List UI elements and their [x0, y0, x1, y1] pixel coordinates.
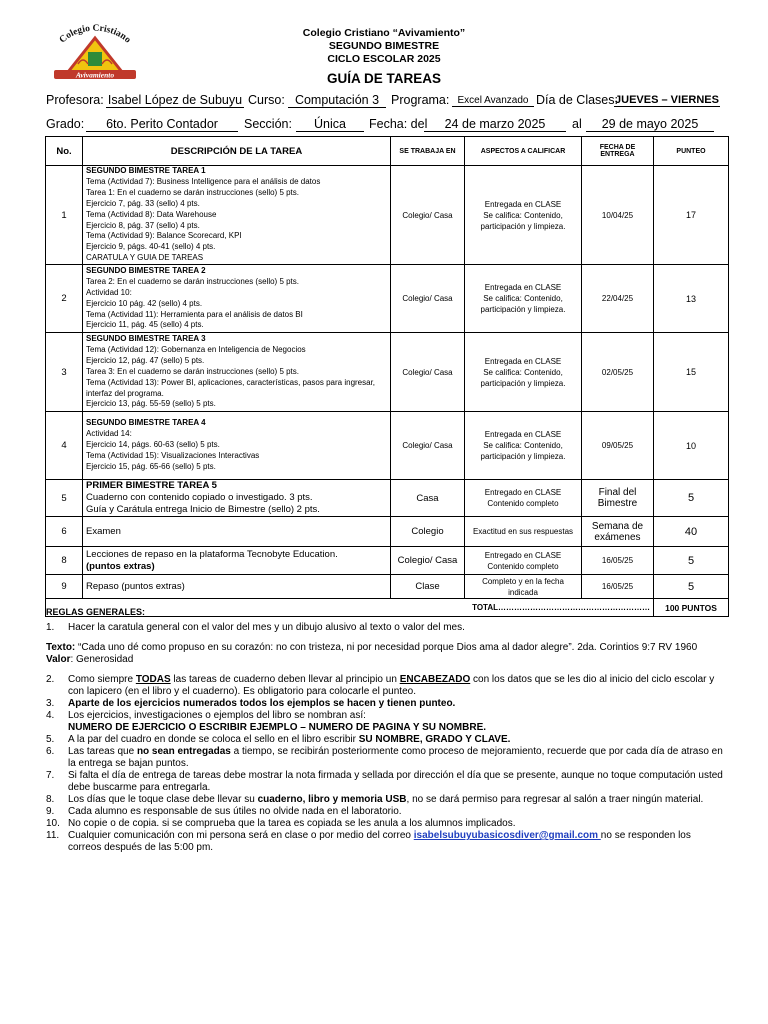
- grado-label: Grado:: [46, 117, 85, 131]
- seccion-value: Única: [296, 117, 364, 132]
- seccion-label: Sección:: [244, 117, 292, 131]
- task-aspects: [465, 412, 582, 480]
- task-description-line: PRIMER BIMESTRE TAREA 5: [86, 480, 217, 492]
- aspect-line: Entregado en CLASE: [484, 550, 562, 560]
- rule-text: Cualquier comunicación con mi persona será en clase o por medio del correo: [68, 830, 414, 841]
- rule-item: [46, 746, 726, 770]
- header-date: FECHA DE ENTREGA: [582, 137, 654, 166]
- task-number: 3: [46, 333, 83, 412]
- rules-list: [46, 674, 726, 854]
- rule-number: 2.: [46, 674, 55, 685]
- task-where: Colegio/ Casa: [391, 166, 465, 265]
- general-rules: [46, 606, 726, 854]
- task-points: 17: [654, 166, 729, 265]
- task-description-line: Ejercicio 14, págs. 60-63 (sello) 5 pts.: [86, 440, 220, 450]
- task-description-line: Cuaderno con contenido copiado o investigado. 3 pts.: [86, 492, 313, 504]
- task-aspects: [465, 166, 582, 265]
- curso-label: Curso:: [248, 93, 285, 107]
- rule-number: 8.: [46, 794, 55, 805]
- task-points: 5: [654, 575, 729, 599]
- header-points: PUNTEO: [654, 137, 729, 166]
- task-due-date: 09/05/25: [582, 412, 654, 480]
- aspect-line: Entregada en CLASE: [484, 199, 562, 209]
- al-label: al: [572, 117, 582, 131]
- task-points: 5: [654, 480, 729, 517]
- document-title: GUÍA DE TAREAS: [326, 71, 441, 86]
- task-description-line: Tema (Actividad 11): Herramienta para el análisis de datos BI: [86, 309, 303, 319]
- aspect-line: Contenido completo: [487, 561, 559, 571]
- rule-number: 6.: [46, 746, 55, 757]
- aspect-line: Se califica: Contenido, participación y limpieza.: [480, 294, 566, 315]
- bible-text: [46, 642, 726, 654]
- rule-text: Los días que le toque clase debe llevar su: [68, 794, 258, 805]
- valor-value: : Generosidad: [70, 654, 134, 665]
- task-description-line: Tema (Actividad 13): Power BI, aplicaciones, características, pasos para ingresar, interfaz del programa.: [86, 377, 376, 398]
- rule-emphasis: NUMERO DE EJERCICIO O ESCRIBIR EJEMPLO – NUMERO DE PAGINA Y SU NOMBRE.: [68, 722, 487, 733]
- rule-text: Hacer la caratula general con el valor del mes y un dibujo alusivo al texto o valor del mes.: [68, 622, 465, 633]
- aspect-line: Contenido completo: [487, 499, 559, 509]
- task-description-line: Ejercicio 13, pág. 55-59 (sello) 5 pts.: [86, 399, 216, 409]
- task-aspects: [465, 480, 582, 517]
- aspect-line: Entregada en CLASE: [484, 430, 562, 440]
- total-points: 100 PUNTOS: [654, 599, 729, 617]
- rule-item: [46, 734, 726, 746]
- task-description: [83, 575, 391, 599]
- task-description-line: Ejercicio 9, págs. 40-41 (sello) 4 pts.: [86, 242, 216, 252]
- rule-item: [46, 722, 726, 734]
- rule-item: [46, 698, 726, 710]
- task-due-date: 02/05/25: [582, 333, 654, 412]
- logo-top-text: Colegio Cristiano: [57, 24, 133, 46]
- task-description-line: Lecciones de repaso en la plataforma Tecnobyte Education.: [86, 548, 338, 560]
- rule-text: a tiempo, se recibirán posteriormente como proceso de mejoramiento, recuerde que por cada día de atraso en la entrega se bajan puntos.: [68, 746, 723, 769]
- task-description-line: (puntos extras): [86, 560, 155, 572]
- task-due-date: Final del Bimestre: [582, 480, 654, 517]
- rule-text: no se responden los correos después de las 5:00 pm.: [68, 830, 691, 853]
- rule-text: Cada alumno es responsable de sus útiles no olvide nada en el laboratorio.: [68, 806, 402, 817]
- task-description-line: Ejercicio 15, pág. 65-66 (sello) 5 pts.: [86, 462, 216, 472]
- task-where: Colegio/ Casa: [391, 412, 465, 480]
- rule-emphasis: no sean entregadas: [136, 746, 231, 757]
- task-where: Colegio: [391, 517, 465, 547]
- rule-emphasis: Aparte de los ejercicios numerados todos los ejemplos se hacen y tienen punteo.: [68, 698, 456, 709]
- task-number: 8: [46, 547, 83, 575]
- task-due-date: Semana de exámenes: [582, 517, 654, 547]
- task-description-line: Actividad 14:: [86, 429, 132, 439]
- task-description-line: SEGUNDO BIMESTRE TAREA 4: [86, 418, 206, 428]
- task-description-line: SEGUNDO BIMESTRE TAREA 1: [86, 166, 206, 175]
- task-due-date: 22/04/25: [582, 265, 654, 333]
- period: SEGUNDO BIMESTRE: [328, 40, 440, 52]
- programa-value: Excel Avanzado: [452, 95, 534, 107]
- header-where: SE TRABAJA EN: [391, 137, 465, 166]
- rule-number: 4.: [46, 710, 55, 721]
- rule-number: 9.: [46, 806, 55, 817]
- task-aspects: [465, 547, 582, 575]
- rule-emphasis: SU NOMBRE, GRADO Y CLAVE.: [358, 734, 511, 745]
- task-description-line: Ejercicio 10 pág. 42 (sello) 4 pts.: [86, 298, 203, 308]
- task-description: [83, 412, 391, 480]
- texto-value: “Cada uno dé como propuso en su corazón: no con tristeza, ni por necesidad porque Dios ama al dador alegre”. 2da. Corintios 9:7 RV 1960: [78, 642, 698, 653]
- table-row: [46, 517, 729, 547]
- rule-number: 3.: [46, 698, 55, 709]
- task-number: 4: [46, 412, 83, 480]
- task-number: 6: [46, 517, 83, 547]
- school-logo: [50, 24, 140, 82]
- rule-item: [46, 794, 726, 806]
- table-row: [46, 575, 729, 599]
- rule-text: Como siempre: [68, 674, 136, 685]
- rule-emphasis: cuaderno, libro y memoria USB: [257, 794, 407, 805]
- email-link[interactable]: isabelsubuyubasicosdiver@gmail.com: [413, 830, 601, 841]
- rules-title: REGLAS GENERALES:: [46, 607, 146, 617]
- header-no: No.: [46, 137, 83, 166]
- task-where: Colegio/ Casa: [391, 547, 465, 575]
- task-where: Colegio/ Casa: [391, 265, 465, 333]
- task-where: Casa: [391, 480, 465, 517]
- task-description-line: Tarea 1: En el cuaderno se darán instrucciones (sello) 5 pts.: [86, 187, 300, 197]
- task-description-line: Tarea 3: En el cuaderno se darán instrucciones (sello) 5 pts.: [86, 366, 300, 376]
- aspect-line: Se califica: Contenido, participación y limpieza.: [480, 367, 566, 388]
- task-points: 15: [654, 333, 729, 412]
- dias-value: JUEVES – VIERNES: [615, 94, 719, 106]
- rule-item: [46, 830, 726, 854]
- rule-number: 7.: [46, 770, 55, 781]
- task-number: 9: [46, 575, 83, 599]
- grado-value: 6to. Perito Contador: [86, 117, 238, 132]
- task-description-line: SEGUNDO BIMESTRE TAREA 2: [86, 265, 206, 275]
- logo-bottom-text: Avivamiento: [75, 70, 115, 80]
- texto-label: Texto:: [46, 642, 76, 653]
- programa-label: Programa:: [391, 93, 450, 107]
- fecha-del-value: 24 de marzo 2025: [424, 117, 566, 132]
- rule-item: [46, 770, 726, 794]
- task-description: [83, 333, 391, 412]
- task-due-date: 16/05/25: [582, 575, 654, 599]
- fecha-label: Fecha: del: [369, 117, 428, 131]
- task-points: 40: [654, 517, 729, 547]
- task-due-date: 10/04/25: [582, 166, 654, 265]
- table-header-row: [46, 137, 729, 166]
- task-number: 2: [46, 265, 83, 333]
- aspect-line: Entregado en CLASE: [484, 488, 562, 498]
- rule-item: [46, 818, 726, 830]
- task-description-line: Actividad 10:: [86, 287, 132, 297]
- rule-emphasis: TODAS: [135, 674, 171, 685]
- task-description-line: Repaso (puntos extras): [86, 580, 185, 592]
- aspect-line: Completo y en la fecha indicada: [482, 576, 564, 597]
- tasks-table: [45, 136, 729, 617]
- task-description-line: Ejercicio 7, pág. 33 (sello) 4 pts.: [86, 198, 200, 208]
- task-number: 5: [46, 480, 83, 517]
- task-description: [83, 517, 391, 547]
- task-description: [83, 547, 391, 575]
- rule-item: 1. Hacer la caratula general con el valor del mes y un dibujo alusivo al texto o valor del mes.: [46, 622, 465, 633]
- curso-value: Computación 3: [288, 93, 386, 108]
- task-points: 10: [654, 412, 729, 480]
- total-label: TOTAL…………………………………………………: [46, 599, 654, 617]
- task-number: 1: [46, 166, 83, 265]
- table-row: [46, 166, 729, 265]
- logo-center: [88, 52, 102, 66]
- task-aspects: [465, 265, 582, 333]
- aspect-line: Se califica: Contenido, participación y limpieza.: [480, 210, 566, 231]
- school-cycle: CICLO ESCOLAR 2025: [327, 53, 441, 65]
- table-row: [46, 547, 729, 575]
- document-header: [200, 27, 568, 86]
- rule-item: [46, 674, 726, 698]
- info-row-2: [46, 117, 736, 133]
- aspect-line: Entregada en CLASE: [484, 356, 562, 366]
- rule-text: Las tareas que: [68, 746, 137, 757]
- header-description: DESCRIPCIÓN DE LA TAREA: [83, 137, 391, 166]
- rule-text: con los datos que se les dio al inicio del ciclo escolar y con lapicero (en el libro y el cuaderno). Es obligatorio para colocarle el punteo.: [68, 674, 715, 697]
- table-row: [46, 265, 729, 333]
- rule-item: [46, 710, 726, 722]
- header-aspects: ASPECTOS A CALIFICAR: [465, 137, 582, 166]
- rule-text: , no se dará permiso para regresar al salón a traer ningún material.: [406, 794, 704, 805]
- task-description-line: Tarea 2: En el cuaderno se darán instrucciones (sello) 5 pts.: [86, 276, 300, 286]
- rule-number: 10.: [46, 818, 60, 829]
- task-description: [83, 480, 391, 517]
- rule-text: Los ejercicios, investigaciones o ejemplos del libro se nombran así:: [68, 710, 366, 721]
- task-description-line: Tema (Actividad 7): Business Intelligence para el análisis de datos: [86, 176, 321, 186]
- task-aspects: [465, 517, 582, 547]
- rule-emphasis: ENCABEZADO: [399, 674, 471, 685]
- task-description-line: Guía y Carátula entrega Inicio de Bimestre (sello) 2 pts.: [86, 504, 320, 516]
- valor-label: Valor: [46, 654, 71, 665]
- table-row: [46, 412, 729, 480]
- rule-text: Si falta el día de entrega de tareas debe mostrar la nota firmada y sellada por dirección el día que se presente, aunque no toque computación usted debe buscarme para entregarla.: [68, 770, 723, 793]
- dias-label: Día de Clases:: [536, 93, 618, 107]
- aspect-line: Entregada en CLASE: [484, 283, 562, 293]
- task-description-line: SEGUNDO BIMESTRE TAREA 3: [86, 333, 206, 343]
- task-description-line: Ejercicio 8, pág. 37 (sello) 4 pts.: [86, 220, 200, 230]
- value-line: [46, 654, 726, 666]
- task-description-line: Tema (Actividad 12): Gobernanza en Inteligencia de Negocios: [86, 344, 306, 354]
- fecha-al-value: 29 de mayo 2025: [586, 117, 714, 132]
- task-points: 5: [654, 547, 729, 575]
- task-points: 13: [654, 265, 729, 333]
- task-where: Clase: [391, 575, 465, 599]
- task-description-line: Ejercicio 12, pág. 47 (sello) 5 pts.: [86, 355, 205, 365]
- rule-number: 5.: [46, 734, 55, 745]
- task-description-line: Examen: [86, 525, 121, 537]
- table-row: [46, 480, 729, 517]
- task-where: Colegio/ Casa: [391, 333, 465, 412]
- task-description: [83, 166, 391, 265]
- rule-text: No copie o de copia. si se comprueba que la tarea es copiada se les anula a los alumnos implicados.: [68, 818, 516, 829]
- rule-text: las tareas de cuaderno deben llevar al principio un: [170, 674, 400, 685]
- table-row: [46, 333, 729, 412]
- rule-text: A la par del cuadro en donde se coloca el sello en el libro escribir: [68, 734, 359, 745]
- rule-item: [46, 806, 726, 818]
- task-description-line: Tema (Actividad 9): Balance Scorecard, KPI: [86, 231, 242, 241]
- task-description-line: CARATULA Y GUIA DE TAREAS: [86, 253, 204, 263]
- rule-number: 11.: [46, 830, 60, 841]
- profesora-label: Profesora:: [46, 93, 104, 107]
- task-due-date: 16/05/25: [582, 547, 654, 575]
- aspect-line: Se califica: Contenido, participación y limpieza.: [480, 441, 566, 462]
- school-name: Colegio Cristiano “Avivamiento”: [302, 27, 466, 39]
- task-description-line: Ejercicio 11, pág. 45 (sello) 4 pts.: [86, 320, 204, 330]
- task-aspects: [465, 333, 582, 412]
- task-description-line: Tema (Actividad 8): Data Warehouse: [86, 209, 217, 219]
- profesora-value: Isabel López de Subuyu: [107, 93, 243, 107]
- info-row-1: [46, 93, 736, 109]
- aspect-line: Exactitud en sus respuestas: [472, 527, 574, 537]
- task-description: [83, 265, 391, 333]
- task-aspects: [465, 575, 582, 599]
- task-description-line: Tema (Actividad 15): Visualizaciones Interactivas: [86, 451, 260, 461]
